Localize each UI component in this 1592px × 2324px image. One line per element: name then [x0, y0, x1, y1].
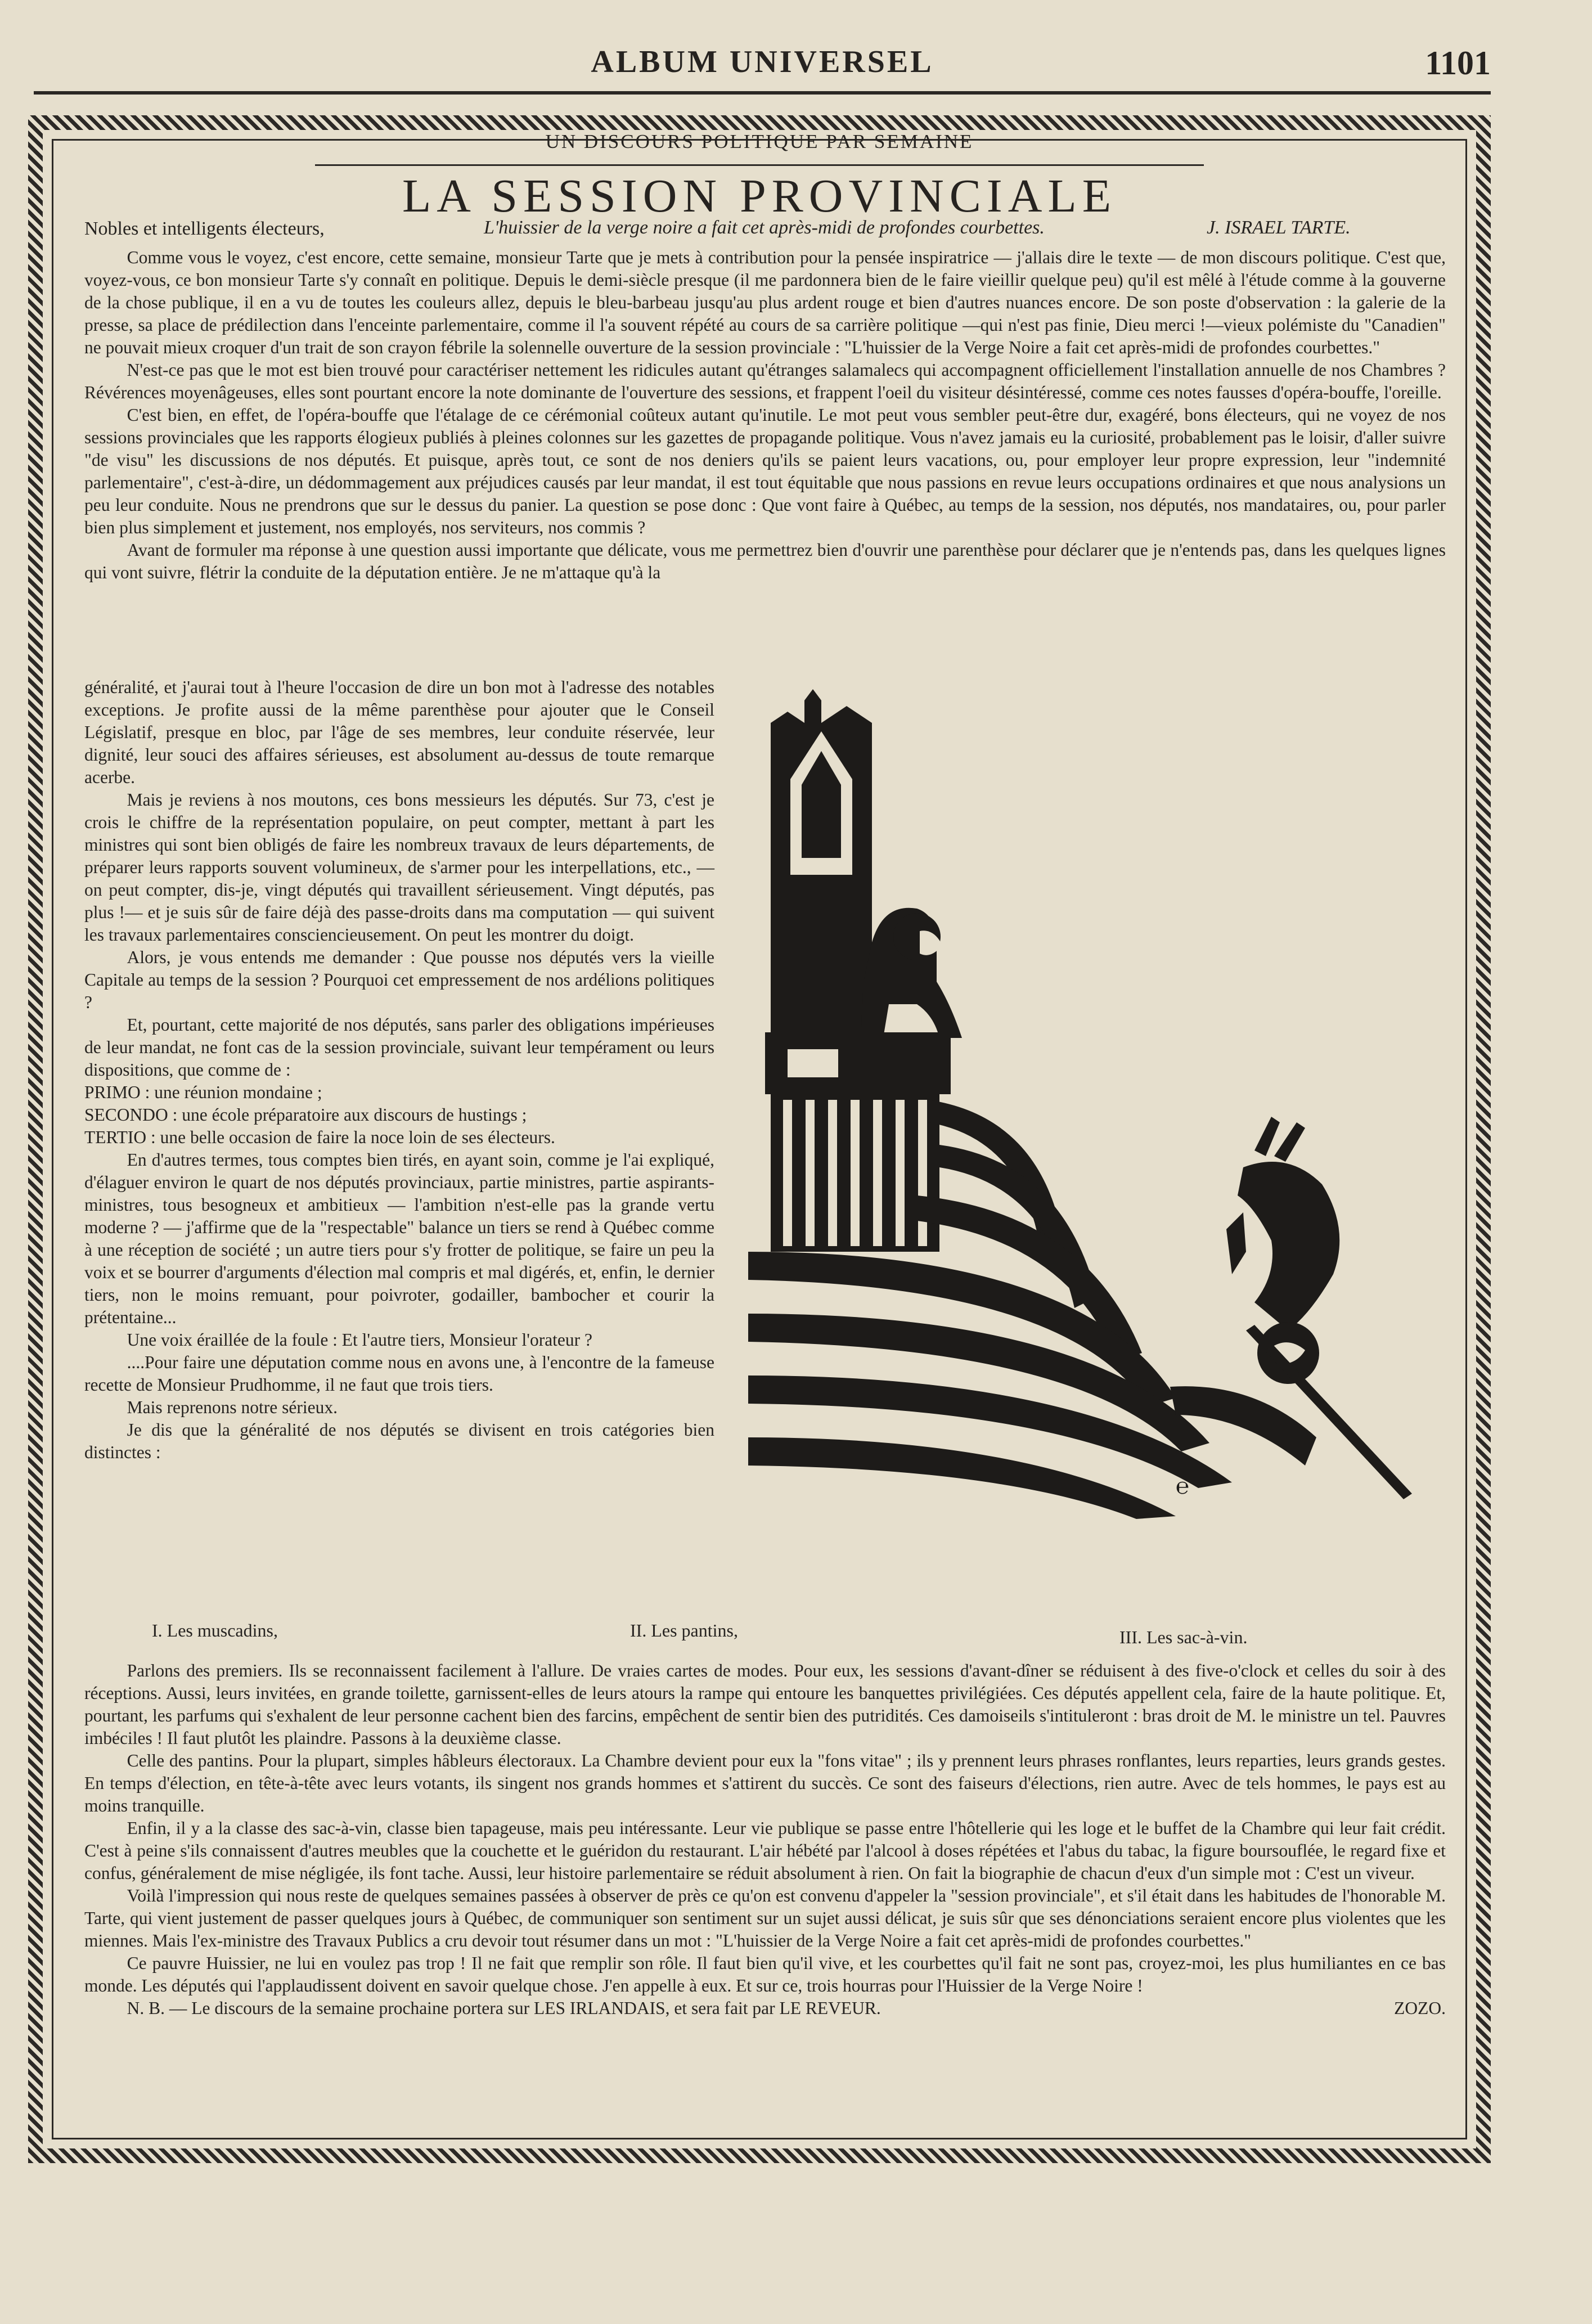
- paragraph: Alors, je vous entends me demander : Que pousse nos députés vers la vieille Capitale au temps de la session ? Pourquoi cet empressement de nos ardélions politiques ?: [84, 947, 714, 1012]
- epigraph: L'huissier de la verge noire a fait cet après-midi de profondes courbettes.: [484, 217, 1045, 238]
- caricature-illustration: [748, 689, 1451, 1550]
- paragraph: Je dis que la généralité de nos députés se divisent en trois catégories bien distinctes :: [84, 1420, 714, 1462]
- list-item-secondo: SECONDO : une école préparatoire aux discours de hustings ;: [84, 1105, 527, 1125]
- list-item-primo: PRIMO : une réunion mondaine ;: [84, 1082, 322, 1102]
- paragraph: Avant de formuler ma réponse à une question aussi importante que délicate, vous me permettrez bien d'ouvrir une parenthèse pour déclarer que je n'entends pas, dans les quelques lignes qui vont suivre, flétrir la conduite de la députation entière. Je ne m'attaque qu'à la: [84, 540, 1446, 582]
- category-muscadins: I. Les muscadins,: [152, 1620, 278, 1640]
- epigraph-author: J. ISRAEL TARTE.: [1207, 217, 1351, 238]
- paragraph: Voilà l'impression qui nous reste de quelques semaines passées à observer de près ce qu'on est convenu d'appeler la "session provinciale", et s'il était dans les habitudes de l'honorable M. Tarte, qui vient justement de passer quelques jours à Québec, de communiquer son sentiment sur un sujet aussi délicat, je suis sûr que ses dénonciations seraient encore plus violentes que les miennes. Mais l'ex-ministre des Travaux Publics a cru devoir tout résumer dans un mot : "L'huissier de la Verge Noire a fait cet après-midi de profondes courbettes.": [84, 1886, 1446, 1950]
- article-body-left-column: [84, 676, 714, 1464]
- paragraph: Celle des pantins. Pour la plupart, simples hâbleurs électoraux. La Chambre devient pour eux la "fons vitae" ; ils y prennent leurs phrases ronflantes, leurs reparties, leurs grands gestes. En temps d'élection, en tête-à-tête avec leurs votants, ils singent nos grands hommes et s'attirent du succès. Ce sont des faiseurs d'élections, rien autre. Avec de tels hommes, le pays est au moins tranquille.: [84, 1751, 1446, 1815]
- paragraph: ....Pour faire une députation comme nous en avons une, à l'encontre de la fameuse recette de Monsieur Prudhomme, il ne faut que trois tiers.: [84, 1352, 714, 1395]
- salutation: Nobles et intelligents électeurs,: [84, 218, 325, 239]
- paragraph: Parlons des premiers. Ils se reconnaissent facilement à l'allure. De vraies cartes de modes. Pour eux, les sessions d'avant-dîner se réduisent à des five-o'clock et celles du soir à des réceptions. Aussi, leurs invitées, en grande toilette, garnissent-elles de leurs atours la rampe qui entoure les banquettes privilégiées. Ces députés appellent cela, faire de la haute politique. Et, pourtant, les parfums qui s'exhalent de leur personne cachent bien des farcins, empêchent de sentir bien des putridités. Ces damoiseils s'intituleront : bras droit de M. le ministre un tel. Pauvres imbéciles ! Il faut plutôt les plaindre. Passons à la deuxième classe.: [84, 1661, 1446, 1748]
- article-body-bottom: [84, 1660, 1446, 2020]
- article-body-top: [84, 246, 1446, 584]
- article-title: LA SESSION PROVINCIALE: [402, 170, 1117, 222]
- paragraph: Mais je reviens à nos moutons, ces bons messieurs les députés. Sur 73, c'est je crois le chiffre de la représentation populaire, on peut compter, mettant à part les ministres qui sont bien obligés de faire les nombreux travaux de leurs départements, de préparer leurs rapports souvent volumineux, de s'armer pour les interpellations, etc., — on peut compter, dis-je, vingt députés qui travaillent sérieusement. Vingt députés, pas plus !— et je suis sûr de faire déjà des passe-droits dans ma computation — qui suivent les travaux parlementaires consciencieusement. On peut les montrer du doigt.: [84, 790, 714, 945]
- closing-line: [84, 1997, 1446, 2020]
- paragraph: Enfin, il y a la classe des sac-à-vin, classe bien tapageuse, mais peu intéressante. Leur vie publique se passe entre l'hôtellerie qui les loge et le buffet de la Chambre qui leur fait crédit. C'est à peine s'ils connaissent d'autres meubles que la couchette et le guéridon du restaurant. L'air hébété par l'alcool à doses répétées et l'abus du tabac, la figure boursouflée, le regard fixe et confus, généralement de mise négligée, ils font tache. Aussi, leur histoire parlementaire se réduit absolument à rien. On fait la biographie de chacun d'eux d'un simple mot : C'est un viveur.: [84, 1818, 1446, 1883]
- paragraph: Une voix éraillée de la foule : Et l'autre tiers, Monsieur l'orateur ?: [127, 1330, 593, 1350]
- paragraph: N'est-ce pas que le mot est bien trouvé pour caractériser nettement les ridicules autant qu'étranges salamalecs qui accompagnent officiellement l'installation annuelle de nos Chambres ? Révérences moyenâgeuses, elles sont pourtant encore la note dominante de l'ouverture des sessions, et frappent l'oeil du visiteur désintéressé, comme ces notes fausses d'opéra-bouffe, l'oreille.: [84, 360, 1446, 402]
- paragraph: Et, pourtant, cette majorité de nos députés, sans parler des obligations impérieuses de leur mandat, ne font cas de la session provinciale, suivant leur tempérament ou leurs dispositions, que comme de :: [84, 1015, 714, 1080]
- paragraph: C'est bien, en effet, de l'opéra-bouffe que l'étalage de ce cérémonial coûteux autant qu'inutile. Le mot peut vous sembler peut-être dur, exagéré, bons électeurs, qui ne voyez de nos sessions provinciales que les rapports élogieux publiés à pleines colonnes sur les gazettes de propagande politique. Vous n'avez jamais eu la curiosité, probablement pas le loisir, d'aller suivre "de visu" les discussions de nos députés. Et puisque, après tout, ce sont de nos deniers qu'ils se paient leurs vacations, ou, pour employer leur propre expression, leur "indemnité parlementaire", c'est-à-dire, un dédommagement aux préjudices causés par leur mandat, il est tout équitable que nous passions en revue leurs occupations ordinaires et que nous analysions un peu leur conduite. Nous ne prendrons que sur le dessus du panier. La question se pose donc : Que vont faire à Québec, au temps de la session, nos députés, nos mandataires, ou, pour parler bien plus simplement et justement, nos employés, nos serviteurs, nos commis ?: [84, 405, 1446, 537]
- paragraph: Mais reprenons notre sérieux.: [127, 1397, 338, 1417]
- series-title: UN DISCOURS POLITIQUE PAR SEMAINE: [545, 131, 974, 152]
- signature: ZOZO.: [1394, 1998, 1446, 2018]
- paragraph: Ce pauvre Huissier, ne lui en voulez pas trop ! Il ne fait que remplir son rôle. Il faut bien qu'il vive, et les courbettes qu'il fait ne sont pas, croyez-moi, les plus humiliantes en ce bas monde. Les députés qui l'applaudissent doivent en savoir quelque chose. J'en appelle à eux. Et sur ce, trois hourras pour l'Huissier de la Verge Noire !: [84, 1953, 1446, 1995]
- series-rule: [315, 164, 1204, 166]
- masthead: ALBUM UNIVERSEL: [591, 44, 934, 79]
- category-sac-a-vin: III. Les sac-à-vin.: [1119, 1627, 1248, 1647]
- paragraph: Comme vous le voyez, c'est encore, cette semaine, monsieur Tarte que je mets à contribution pour la pensée inspiratrice — j'allais dire le texte — de mon discours politique. C'est que, voyez-vous, ce bon monsieur Tarte s'y connaît en politique. Depuis le demi-siècle presque (il me pardonnera bien de le faire vieillir quelque peu) qu'il est mêlé à l'étude comme à la gouverne de la chose publique, il en a vu de toutes les couleurs allez, depuis le bleu-barbeau jusqu'au plus ardent rouge et bien d'autres nuances encore. De son poste d'observation : la galerie de la presse, sa place de prédilection dans l'enceinte parlementaire, comme il l'a souvent répété au cours de sa carrière politique —qui n'est pas finie, Dieu merci !—vieux polémiste du "Canadien" ne pouvait mieux croquer d'un trait de son crayon fébrile la solennelle ouverture de la session provinciale : "L'huissier de la Verge Noire a fait cet après-midi de profondes courbettes.": [84, 248, 1446, 357]
- paragraph: généralité, et j'aurai tout à l'heure l'occasion de dire un bon mot à l'adresse des notables exceptions. Je profite aussi de la même parenthèse pour ajouter que le Conseil Législatif, presque en bloc, par l'âge de ses membres, leur conduite réservée, leur dignité, leur souci des affaires sérieuses, est absolument au-dessus de toute remarque acerbe.: [84, 677, 714, 787]
- paragraph: En d'autres termes, tous comptes bien tirés, en ayant soin, comme je l'ai expliqué, d'élaguer environ le quart de nos députés provinciaux, partie ministres, partie aspirants-ministres, tous besogneux et ambitieux — l'ambition n'est-elle pas la grande vertu moderne ? — j'affirme que de la "respectable" balance un tiers se rend à Québec comme à une réception de société ; un autre tiers pour s'y frotter de politique, se faire un peu la voix et se bourrer d'arguments d'élection mal compris et mal digérés, et, enfin, le dernier tiers, non le moins remuant, pour poivroter, godailler, bambocher et courir la prétentaine...: [84, 1150, 714, 1327]
- nota-bene: N. B. — Le discours de la semaine prochaine portera sur LES IRLANDAIS, et sera fait par LE REVEUR.: [127, 1998, 881, 2018]
- header-rule: [34, 91, 1491, 95]
- category-pantins: II. Les pantins,: [630, 1620, 738, 1640]
- svg-text:℮: ℮: [1176, 1473, 1190, 1499]
- page-number: 1101: [1425, 44, 1491, 82]
- running-head: [34, 44, 1491, 89]
- list-item-tertio: TERTIO : une belle occasion de faire la noce loin de ses électeurs.: [84, 1127, 555, 1147]
- categories: [84, 1620, 1446, 1665]
